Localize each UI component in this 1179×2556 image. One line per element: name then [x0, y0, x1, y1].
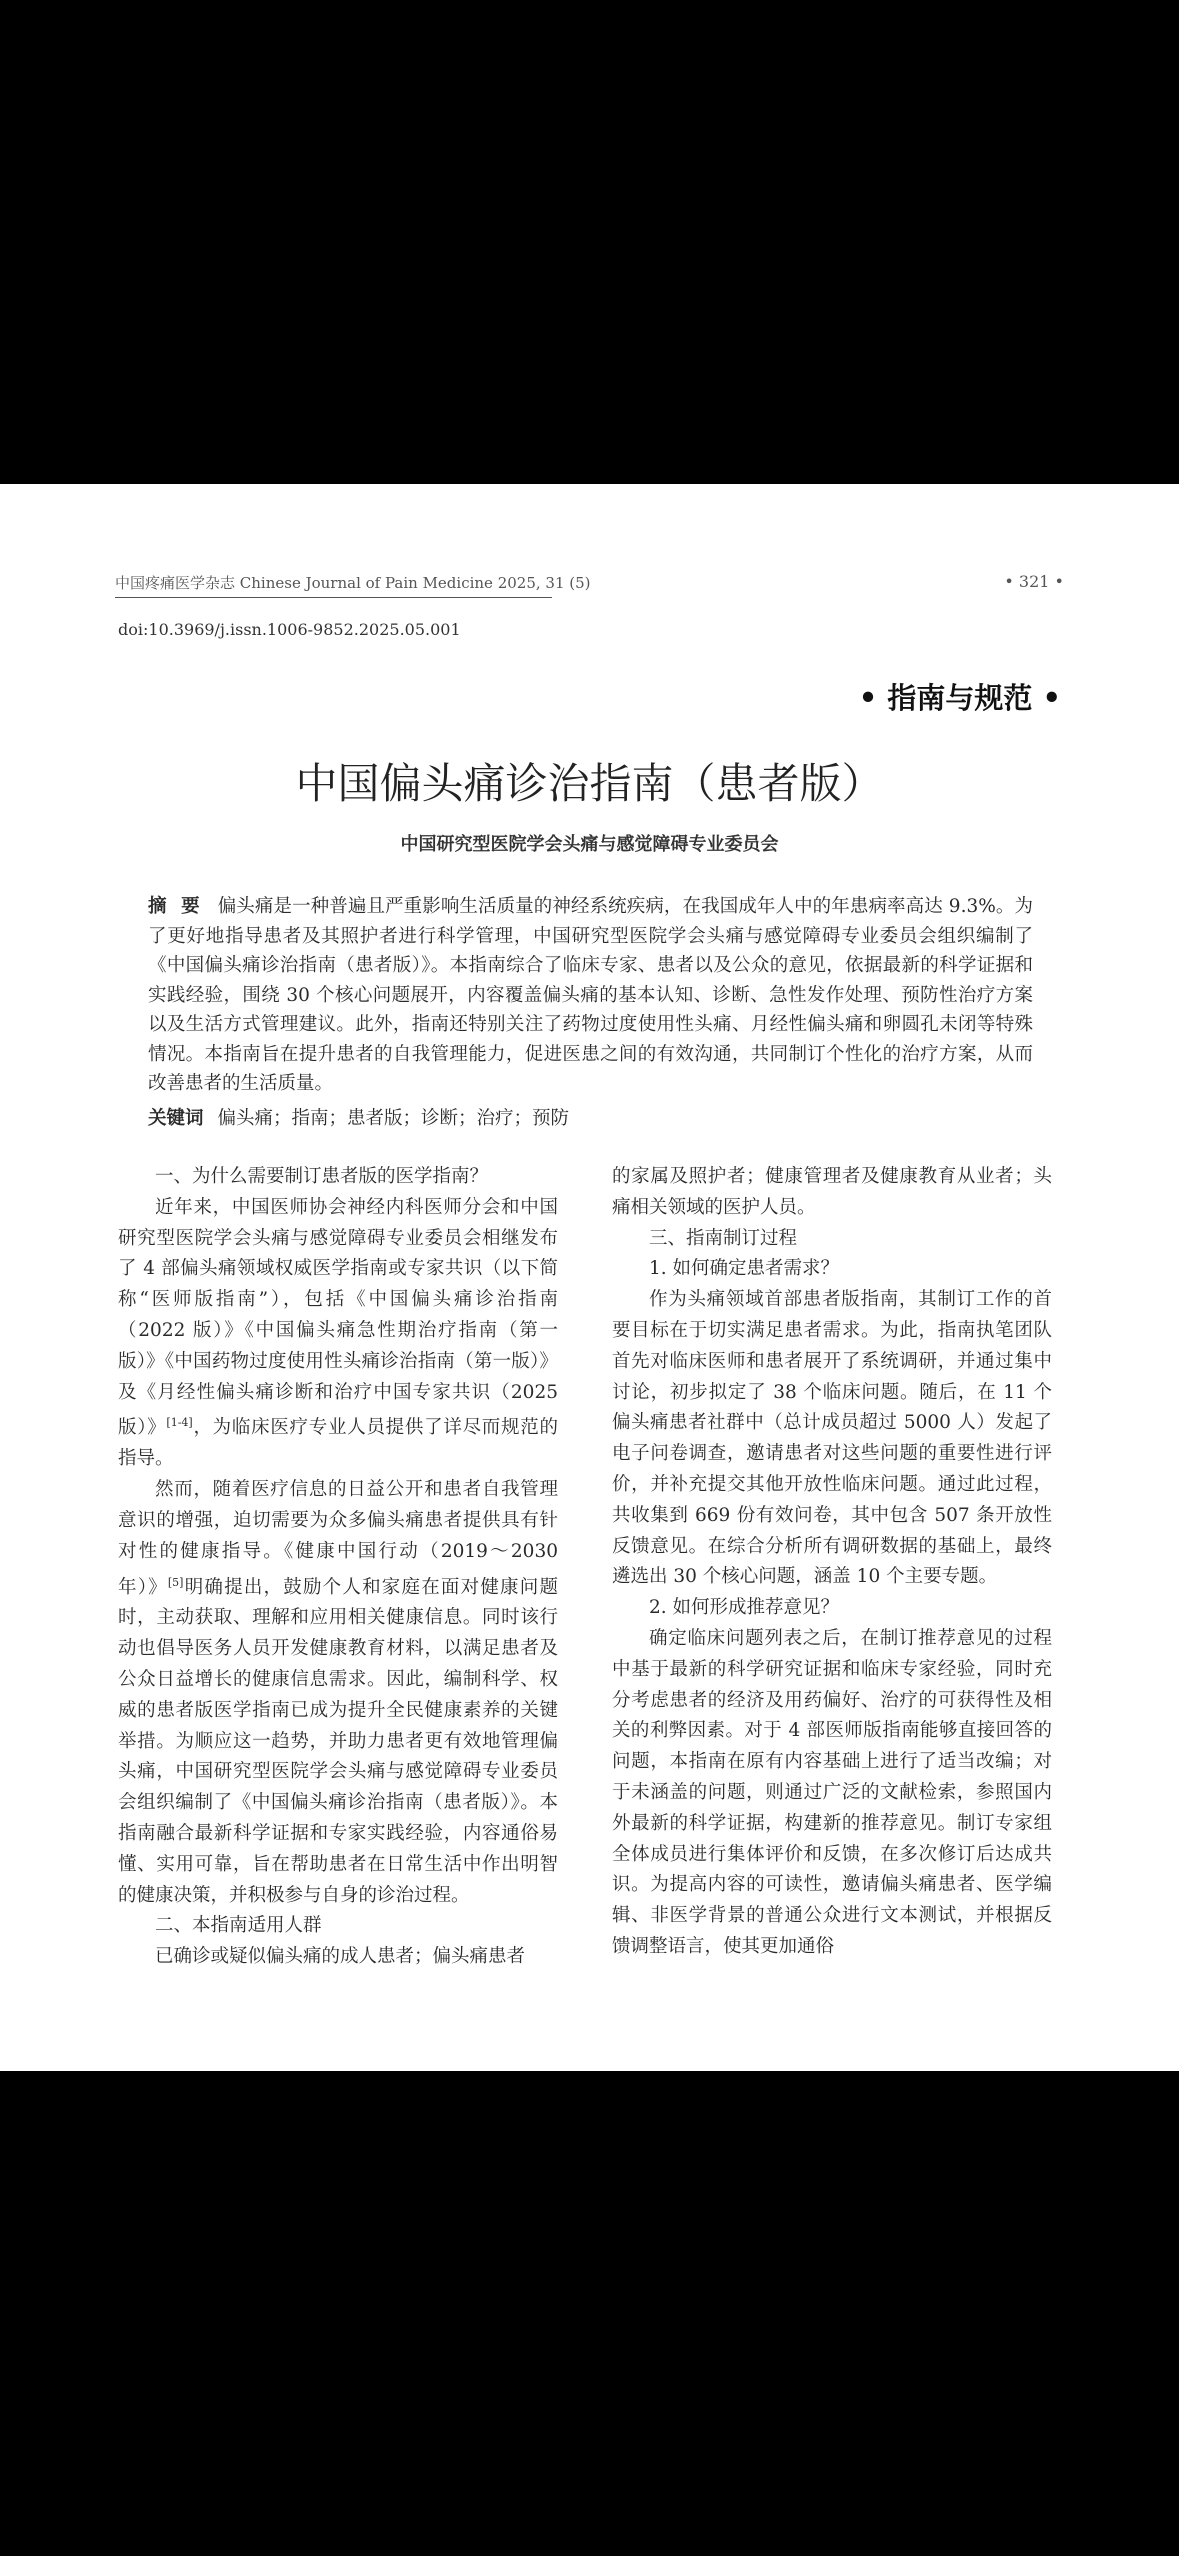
paragraph: 然而，随着医疗信息的日益公开和患者自我管理意识的增强，迫切需要为众多偏头痛患者提供具有针对性的健康指导。《健康中国行动（2019～2030 年）》[5]明确提出，鼓励个人和家庭在面对健康问题时，主动获取、理解和应用相关健康信息。同时该行动也倡导医务人员开发健康教育材料，以满足患者及公众日益增长的健康信息需求。因此，编制科学、权威的患者版医学指南已成为提升全民健康素养的关键举措。为顺应这一趋势，并助力患者更有效地管理偏头痛，中国研究型医院学会头痛与感觉障碍专业委员会组织编制了《中国偏头痛诊治指南（患者版）》。本指南融合最新科学证据和专家实践经验，内容通俗易懂、实用可靠，旨在帮助患者在日常生活中作出明智的健康决策，并积极参与自身的诊治过程。 — [118, 1479, 558, 1906]
section-heading-1: 一、为什么需要制订患者版的医学指南？ — [155, 1166, 489, 1187]
subsection-heading: 2. 如何形成推荐意见？ — [649, 1597, 840, 1619]
abstract — [148, 892, 1033, 1099]
paragraph: 近年来，中国医师协会神经内科医师分会和中国研究型医院学会头痛与感觉障碍专业委员会相继发布了 4 部偏头痛领域权威医学指南或专家共识（以下简称“医师版指南”），包括《中国偏头痛诊治指南（2022 版）》《中国偏头痛急性期治疗指南（第一版）》《中国药物过度使用性头痛诊治指南（第一版）》及《月经性偏头痛诊断和治疗中国专家共识（2025 版）》[1-4]，为临床医疗专业人员提供了详尽而规范的指导。 — [118, 1196, 558, 1470]
section-heading-2: 二、本指南适用人群 — [155, 1915, 322, 1937]
article-page — [0, 484, 1179, 2071]
page-number: • 321 • — [1004, 572, 1064, 591]
section-label: • 指南与规范 • — [858, 681, 1061, 715]
citation-ref: [5] — [167, 1575, 184, 1589]
paragraph: 确定临床问题列表之后，在制订推荐意见的过程中基于最新的科学研究证据和临床专家经验，同时充分考虑患者的经济及用药偏好、治疗的可获得性及相关的利弊因素。对于 4 部医师版指南能够直接回答的问题，本指南在原有内容基础上进行了适当改编；对于未涵盖的问题，则通过广泛的文献检索，参照国内外最新的科学证据，构建新的推荐意见。制订专家组全体成员进行集体评价和反馈，在多次修订后达成共识。为提高内容的可读性，邀请偏头痛患者、医学编辑、非医学背景的普通公众进行文本测试，并根据反馈调整语言，使其更加通俗 — [612, 1627, 1052, 1957]
left-column — [118, 1162, 558, 1973]
keywords — [148, 1104, 1033, 1130]
paragraph: 已确诊或疑似偏头痛的成人患者；偏头痛患者 — [155, 1946, 526, 1968]
paragraph: 作为头痛领域首部患者版指南，其制订工作的首要目标在于切实满足患者需求。为此，指南执笔团队首先对临床医师和患者展开了系统调研，并通过集中讨论，初步拟定了 38 个临床问题。随后，在 11 个偏头痛患者社群中（总计成员超过 5000 人）发起了电子问卷调查，邀请患者对这些问题的重要性进行评价，并补充提交其他开放性临床问题。通过此过程，共收集到 669 份有效问卷，其中包含 507 条开放性反馈意见。在综合分析所有调研数据的基础上，最终遴选出 30 个核心问题，涵盖 10 个主要专题。 — [612, 1289, 1052, 1588]
section-heading-3: 三、指南制订过程 — [649, 1227, 798, 1249]
keywords-text: 偏头痛；指南；患者版；诊断；治疗；预防 — [217, 1108, 570, 1129]
article-authors: 中国研究型医院学会头痛与感觉障碍专业委员会 — [400, 834, 779, 855]
paragraph: 的家属及照护者；健康管理者及健康教育从业者；头痛相关领域的医护人员。 — [612, 1166, 1052, 1218]
article-title: 中国偏头痛诊治指南（患者版） — [295, 759, 884, 808]
subsection-heading: 1. 如何确定患者需求？ — [649, 1258, 840, 1280]
abstract-text: 偏头痛是一种普遍且严重影响生活质量的神经系统疾病，在我国成年人中的年患病率高达 9.3%。为了更好地指导患者及其照护者进行科学管理，中国研究型医院学会头痛与感觉障碍专业委员会组织编制了《中国偏头痛诊治指南（患者版）》。本指南综合了临床专家、患者以及公众的意见，依据最新的科学证据和实践经验，围绕 30 个核心问题展开，内容覆盖偏头痛的基本认知、诊断、急性发作处理、预防性治疗方案以及生活方式管理建议。此外，指南还特别关注了药物过度使用性头痛、月经性偏头痛和卵圆孔未闭等特殊情况。本指南旨在提升患者的自我管理能力，促进医患之间的有效沟通，共同制订个性化的治疗方案，从而改善患者的生活质量。 — [148, 896, 1033, 1094]
abstract-label: 摘 要 — [148, 896, 204, 917]
running-header: 中国疼痛医学杂志 Chinese Journal of Pain Medicine 2025, 31 (5) — [115, 572, 552, 598]
keywords-label: 关键词 — [148, 1108, 204, 1129]
doi: doi:10.3969/j.issn.1006-9852.2025.05.001 — [118, 620, 461, 639]
citation-ref: [1-4] — [166, 1416, 193, 1430]
right-column — [612, 1162, 1052, 1963]
